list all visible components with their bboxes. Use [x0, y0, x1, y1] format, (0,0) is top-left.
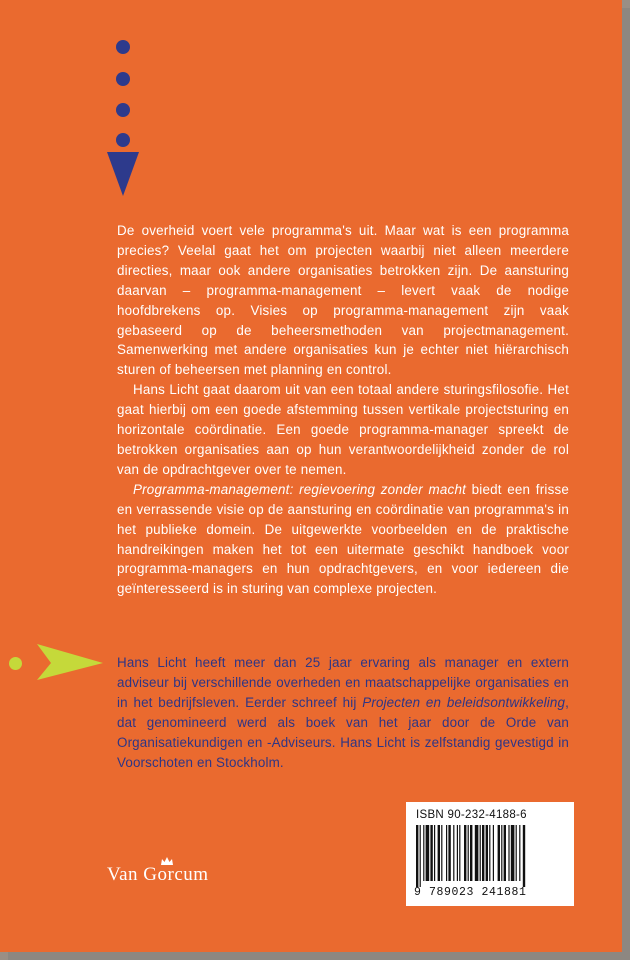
barcode-bar: [430, 825, 432, 881]
down-arrow-icon: [107, 152, 141, 198]
author-bio: [117, 653, 569, 772]
barcode-bar: [475, 825, 479, 881]
publisher-logo: Van Gorcum: [107, 864, 209, 885]
author-previous-book: Projecten en beleidsontwikkeling: [362, 694, 566, 710]
barcode-bar: [470, 825, 472, 881]
book-title: Programma-management: regievoering zonder macht: [133, 481, 467, 497]
barcode-bar: [434, 825, 435, 881]
barcode-icon: [414, 825, 566, 887]
cover-edge-right: [622, 8, 630, 960]
barcode-number: 9 789023 241881: [414, 886, 527, 899]
blurb-paragraph-3: [117, 480, 569, 599]
barcode-bar: [511, 825, 515, 881]
green-dot-icon: [9, 657, 22, 670]
barcode-bar: [448, 825, 450, 881]
author-name: Hans Licht: [117, 655, 187, 670]
barcode-bar: [498, 825, 500, 881]
blurb-text: [117, 221, 569, 599]
author-bio-part-1: heeft meer dan 25 jaar ervaring als manager en extern adviseur bij verschillende overheden en maatschappelijke organisaties en in het bedrijfsleven. Eerder schreef hij: [117, 655, 570, 710]
blurb-paragraph-1: De overheid voert vele programma's uit. Maar wat is een programma precies? Veelal gaat het om projecten waarbij niet alleen meerdere directies, maar ook andere organisaties betrokken zijn. De aansturing daarvan – programma-management – levert vaak de nodige hoofdbrekens op. Visies op programma-management zijn vaak gebaseerd op de beheersmethoden van projectmanagement. Samenwerking met andere organisaties kun je echter niet hiërarchisch sturen of beheersen met planning en control.: [117, 223, 569, 378]
barcode-bar: [504, 825, 506, 881]
barcode-bar: [489, 825, 490, 881]
blue-dot-icon: [116, 40, 130, 54]
barcode-bar: [446, 825, 447, 881]
cover-edge-bottom: [8, 952, 630, 960]
blurb-paragraph-3-rest: biedt een frisse en verrassende visie op de aansturing en coördinatie van programma's in het publieke domein. De uitgewerkte voorbeelden en de praktische handreikingen maken het tot een uitermate geschikt handboek voor programma-managers en hun opdrachtgevers, en voor iedereen die geïnteresseerd is in sturing van complexe projecten.: [117, 481, 570, 597]
barcode-bar: [457, 825, 458, 881]
barcode-bar: [459, 825, 460, 881]
barcode-bar: [416, 825, 418, 887]
barcode-bar: [480, 825, 481, 881]
barcode-bar: [420, 825, 421, 887]
barcode-bar: [508, 825, 509, 881]
barcode-bar: [501, 825, 502, 881]
barcode-bar: [523, 825, 525, 887]
barcode-bar: [423, 825, 424, 881]
barcode-label: [406, 802, 574, 906]
barcode-bar: [464, 825, 466, 881]
blue-dot-icon: [116, 103, 130, 117]
barcode-bar: [468, 825, 469, 881]
barcode-bar: [493, 825, 494, 881]
blurb-paragraph-2: Hans Licht gaat daarom uit van een totaal andere sturingsfilosofie. Het gaat hierbij om een goede afstemming tussen vertikale projectsturing en horizontale coördinatie. Een goede programma-manager spreekt de betrokken organisaties aan op hun verantwoordelijkheid zonder de rol van de opdrachtgever over te nemen.: [117, 382, 569, 477]
blue-dot-icon: [116, 72, 130, 86]
barcode-bar: [426, 825, 430, 881]
barcode-bar: [438, 825, 440, 881]
barcode-bar: [516, 825, 517, 881]
barcode-bar: [441, 825, 442, 881]
barcode-bar: [486, 825, 488, 881]
blue-dot-icon: [116, 133, 130, 147]
barcode-bar: [453, 825, 454, 881]
barcode-bar: [482, 825, 484, 881]
barcode-bar: [519, 825, 520, 881]
isbn-text: ISBN 90-232-4188-6: [416, 809, 527, 821]
right-arrow-icon: [37, 644, 105, 682]
author-bio-part-2: , dat genomineerd werd als boek van het jaar door de Orde van Organisatiekundigen en -Adviseurs. Hans Licht is zelfstandig gevestigd in Voorschoten en Stockholm.: [117, 694, 569, 770]
